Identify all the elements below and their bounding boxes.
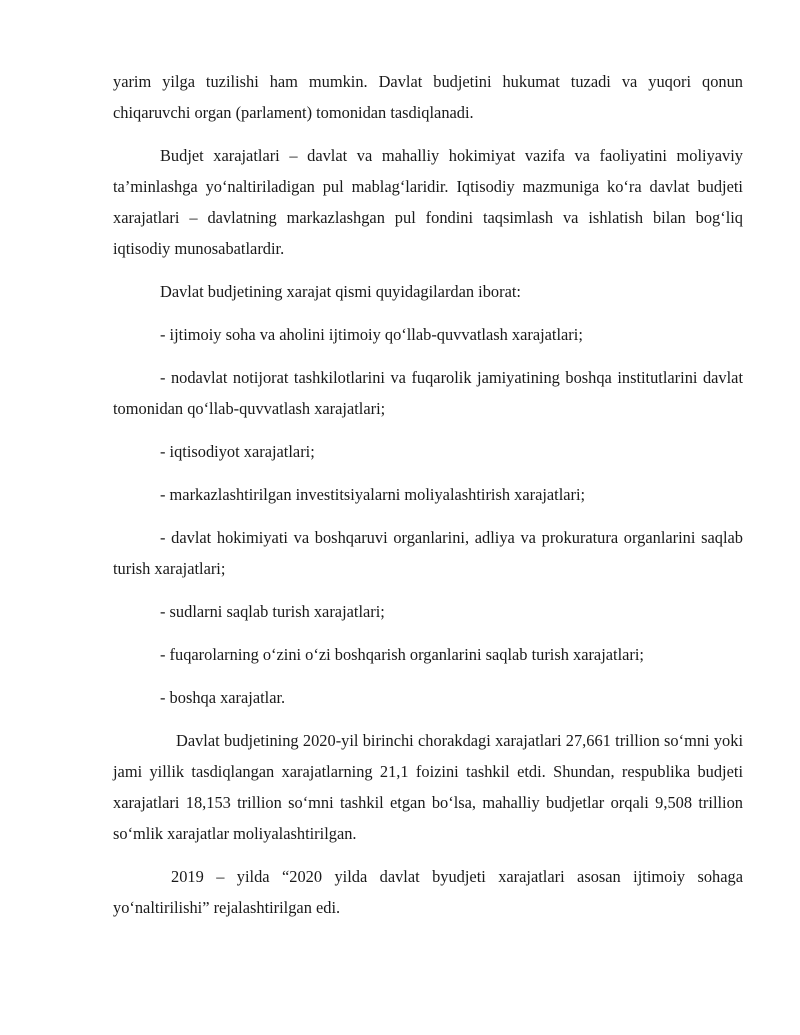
- paragraph-2020-q1-expenses: Davlat budjetining 2020-yil birinchi chorakdagi xarajatlari 27,661 trillion so‘mni yoki jami yillik tasdiqlangan xarajatlarning 21,1 foizini tashkil etdi. Shundan, respublika budjeti xarajatlari 18,153 trillion so‘mni tashkil etgan bo‘lsa, mahalliy budjetlar orqali 9,508 trillion so‘mlik xarajatlar moliyalashtirilgan.: [113, 731, 743, 843]
- paragraph-continuation: yarim yilga tuzilishi ham mumkin. Davlat budjetini hukumat tuzadi va yuqori qonun chiqaruvchi organ (parlament) tomonidan tasdiqlanadi.: [113, 72, 743, 122]
- list-item-centralized-investments: - markazlashtirilgan investitsiyalarni moliyalashtirish xarajatlari;: [160, 485, 586, 504]
- list-item-economy: - iqtisodiyot xarajatlari;: [160, 442, 315, 461]
- paragraph-budget-expenses-definition: Budjet xarajatlari – davlat va mahalliy hokimiyat vazifa va faoliyatini moliyaviy ta’minlashga yo‘naltiriladigan pul mablag‘laridir. Iqtisodiy mazmuniga ko‘ra davlat budjeti xarajatlari – davlatning markazlashgan pul fondini taqsimlash va ishlatish bilan bog‘liq iqtisodiy munosabatlardir.: [113, 146, 743, 258]
- list-item-self-government: - fuqarolarning o‘zini o‘zi boshqarish organlarini saqlab turish xarajatlari;: [160, 645, 644, 664]
- list-item-social-sphere: - ijtimoiy soha va aholini ijtimoiy qo‘llab-quvvatlash xarajatlari;: [160, 325, 583, 344]
- paragraph-list-intro: Davlat budjetining xarajat qismi quyidagilardan iborat:: [160, 282, 521, 301]
- document-page: [113, 66, 743, 935]
- list-item-courts: - sudlarni saqlab turish xarajatlari;: [160, 602, 385, 621]
- list-item-ngo-support: - nodavlat notijorat tashkilotlarini va fuqarolik jamiyatining boshqa institutlarini davlat tomonidan qo‘llab-quvvatlash xarajatlari;: [113, 368, 743, 418]
- list-item-government-bodies: - davlat hokimiyati va boshqaruvi organlarini, adliya va prokuratura organlarini saqlab turish xarajatlari;: [113, 528, 743, 578]
- paragraph-2019-plan: 2019 – yilda “2020 yilda davlat byudjeti xarajatlari asosan ijtimoiy sohaga yo‘naltirilishi” rejalashtirilgan edi.: [113, 867, 743, 917]
- list-item-other: - boshqa xarajatlar.: [160, 688, 286, 707]
